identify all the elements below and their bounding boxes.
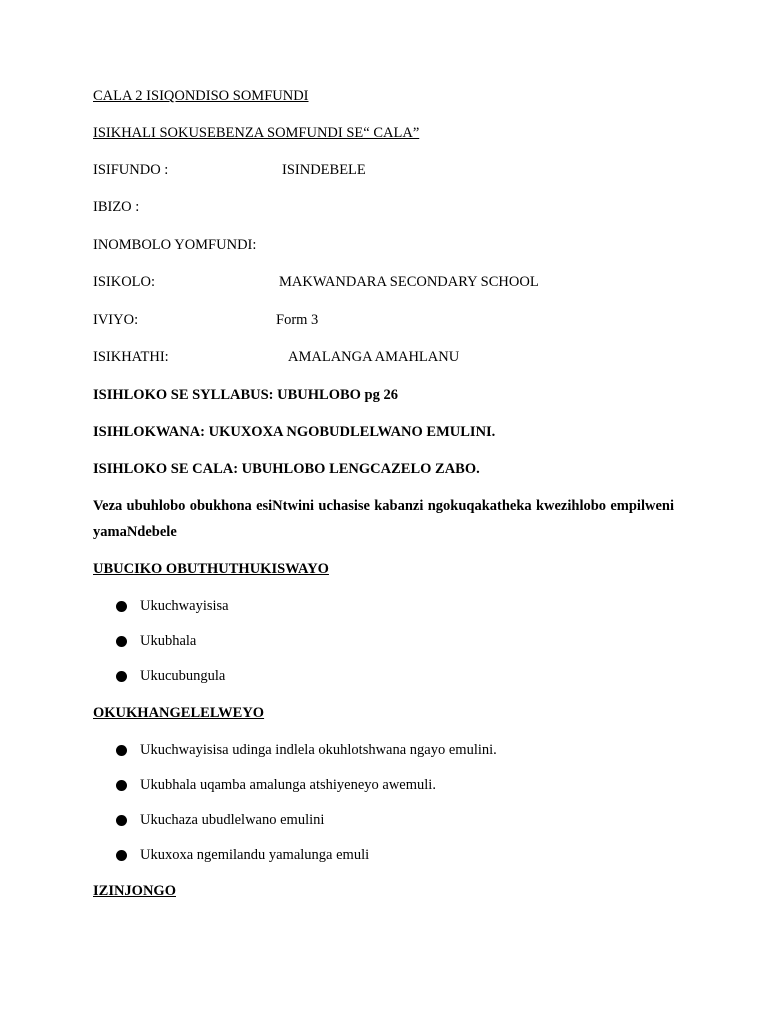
instruction-paragraph: Veza ubuhlobo obukhona esiNtwini uchasise kabanzi ngokuqakatheka kwezihlobo empilweni yamaNdebele [93, 498, 674, 540]
bullet-icon [116, 636, 127, 647]
expectation-text: Ukuchaza ubudlelwano emulini [140, 812, 325, 828]
bullet-icon [116, 745, 127, 756]
skill-text: Ukuchwayisisa [140, 598, 229, 614]
field-value-school: MAKWANDARA SECONDARY SCHOOL [279, 274, 539, 290]
expectation-text: Ukubhala uqamba amalunga atshiyeneyo awemuli. [140, 777, 436, 793]
subtopic: ISIHLOKWANA: UKUXOXA NGOBUDLELWANO EMULINI. [93, 424, 496, 440]
bullet-icon [116, 815, 127, 826]
document-title: CALA 2 ISIQONDISO SOMFUNDI [93, 88, 309, 104]
skill-text: Ukubhala [140, 633, 197, 649]
bullet-icon [116, 671, 127, 682]
skill-text: Ukucubungula [140, 668, 226, 684]
expectation-text: Ukuxoxa ngemilandu yamalunga emuli [140, 847, 370, 863]
bullet-icon [116, 780, 127, 791]
task-topic: ISIHLOKO SE CALA: UBUHLOBO LENGCAZELO ZABO. [93, 461, 480, 477]
field-label-subject: ISIFUNDO : [93, 162, 169, 178]
expectations-heading: OKUKHANGELELWEYO [93, 705, 265, 721]
field-label-student-number: INOMBOLO YOMFUNDI: [93, 237, 257, 253]
field-label-time: ISIKHATHI: [93, 349, 169, 365]
syllabus-topic: ISIHLOKO SE SYLLABUS: UBUHLOBO pg 26 [93, 387, 398, 403]
field-value-grade: Form 3 [276, 312, 319, 328]
field-label-school: ISIKOLO: [93, 274, 156, 290]
skills-heading: UBUCIKO OBUTHUTHUKISWAYO [93, 561, 329, 577]
field-value-subject: ISINDEBELE [282, 162, 366, 178]
tools-heading: IZINJONGO [93, 883, 176, 899]
document-subtitle: ISIKHALI SOKUSEBENZA SOMFUNDI SE“ CALA” [93, 125, 420, 141]
field-label-grade: IVIYO: [93, 312, 139, 328]
expectation-text: Ukuchwayisisa udinga indlela okuhlotshwana ngayo emulini. [140, 742, 497, 758]
bullet-icon [116, 601, 127, 612]
field-value-time: AMALANGA AMAHLANU [288, 349, 460, 365]
field-label-name: IBIZO : [93, 199, 140, 215]
bullet-icon [116, 850, 127, 861]
